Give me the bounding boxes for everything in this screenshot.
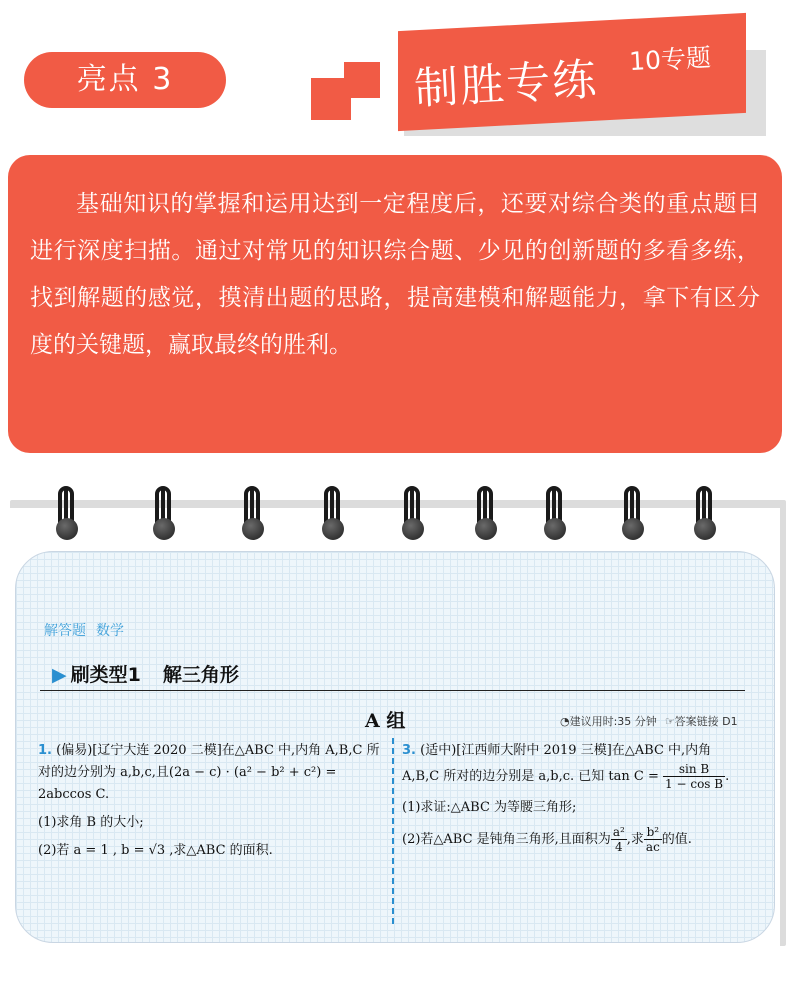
highlight-badge: 亮点 3 (24, 52, 226, 108)
binder-ring (398, 486, 428, 548)
question-3 (402, 740, 752, 854)
breadcrumb (44, 620, 124, 640)
part-text: (2)若△ABC 是钝角三角形,且面积为 (402, 832, 611, 847)
part-text: 的值. (661, 832, 692, 847)
meta-info (560, 713, 738, 729)
question-text: (适中)[江西师大附中 2019 三模]在△ABC 中,内角 A,B,C 所对的边分别是 a,b,c. 已知 tan C = (402, 743, 712, 784)
question-stem (402, 740, 752, 791)
fraction (644, 825, 662, 854)
binder-ring (238, 486, 268, 548)
binder-ring (318, 486, 348, 548)
question-text-end: . (725, 769, 730, 784)
question-part: (1)求证:△ABC 为等腰三角形; (402, 800, 577, 815)
decor-square (344, 62, 380, 98)
binder-ring (471, 486, 501, 548)
denominator: 4 (614, 840, 623, 854)
question-part: (2)若 a = 1 , b = √3 ,求△ABC 的面积. (38, 843, 273, 858)
section-divider (40, 690, 745, 691)
question-part (402, 825, 752, 854)
part-text: ,求 (626, 832, 644, 847)
breadcrumb-item: 解答题 (44, 623, 86, 639)
question-1 (38, 740, 386, 862)
question-stem (38, 740, 386, 806)
section-name: 解三角形 (162, 664, 239, 686)
numerator: a² (612, 825, 625, 839)
intro-panel (8, 155, 782, 453)
decor-square-cutout (351, 98, 380, 120)
section-number: 刷类型1 (70, 664, 141, 686)
section-title (52, 660, 239, 687)
play-triangle-icon: ▶ (52, 664, 67, 686)
binder-ring (52, 486, 82, 548)
binder-ring (540, 486, 570, 548)
denominator: 1 − cos B (665, 777, 724, 791)
binder-ring (690, 486, 720, 548)
fraction (611, 825, 627, 854)
question-text: (偏易)[辽宁大连 2020 二模]在△ABC 中,内角 A,B,C 所对的边分别为 a,b,c,且(2a − c) · (a² − b² + c²) = 2abccos C. (38, 743, 380, 802)
question-number: 1. (38, 743, 52, 758)
binder-ring (149, 486, 179, 548)
numerator: sin B (663, 762, 725, 777)
group-label: A 组 (365, 710, 406, 732)
fraction (663, 762, 725, 791)
denominator: ac (645, 840, 660, 854)
suggested-time: ◔建议用时:35 分钟 (560, 715, 657, 728)
answer-link: ☞答案链接 D1 (664, 715, 738, 728)
question-number: 3. (402, 743, 416, 758)
numerator: b² (644, 825, 662, 840)
column-divider (392, 738, 394, 924)
question-part: (1)求角 B 的大小; (38, 815, 144, 830)
banner-title: 制胜专练 (413, 54, 600, 115)
banner-subtitle: 10专题 (628, 42, 712, 77)
binder-ring (618, 486, 648, 548)
breadcrumb-item: 数学 (96, 623, 124, 639)
intro-text: 基础知识的掌握和运用达到一定程度后，还要对综合类的重点题目进行深度扫描。通过对常见的知识综合题、少见的创新题的多看多练，找到解题的感觉，摸清出题的思路，提高建模和解题能力，拿下有区分度的关键题，赢取最终的胜利。 (30, 191, 760, 358)
